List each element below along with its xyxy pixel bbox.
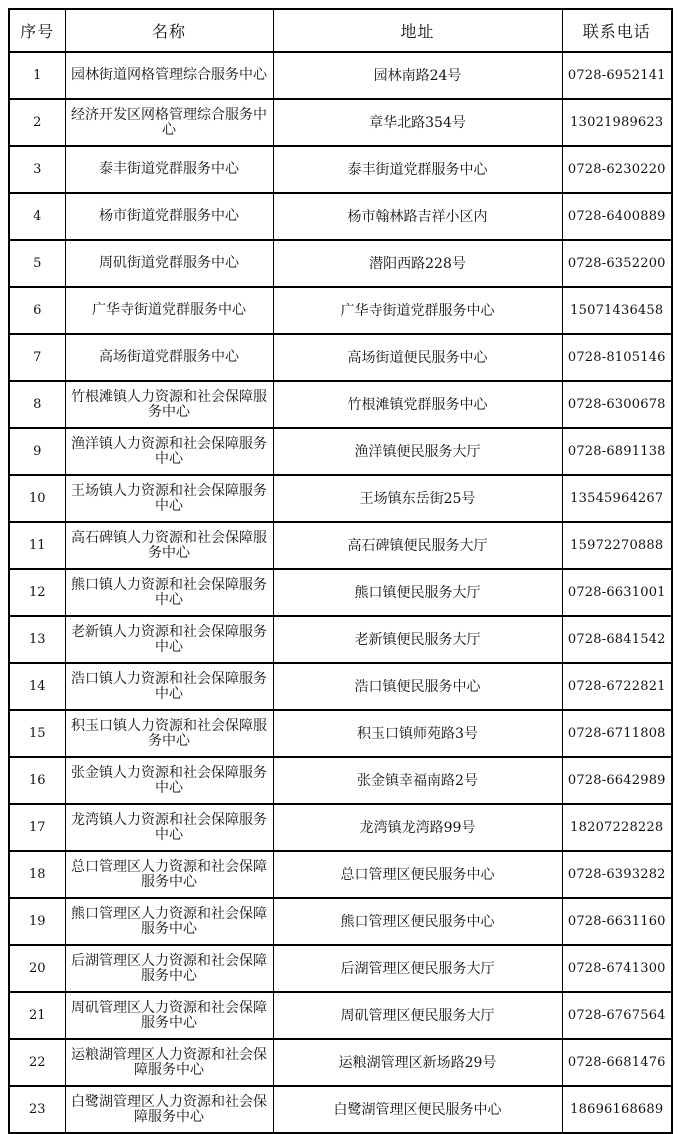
row-index: 18: [9, 851, 65, 898]
row-index: 13: [9, 616, 65, 663]
header-row: [9, 9, 672, 52]
row-name: 运粮湖管理区人力资源和社会保障服务中心: [65, 1039, 273, 1086]
service-center-table-container: [8, 8, 671, 1134]
row-address: 王场镇东岳街25号: [273, 475, 562, 522]
row-name: 杨市街道党群服务中心: [65, 193, 273, 240]
table-row: [9, 710, 672, 757]
row-address: 浩口镇便民服务中心: [273, 663, 562, 710]
table-row: [9, 99, 672, 146]
row-index: 3: [9, 146, 65, 193]
table-row: [9, 616, 672, 663]
row-name: 高石碑镇人力资源和社会保障服务中心: [65, 522, 273, 569]
table-row: [9, 475, 672, 522]
table-row: [9, 381, 672, 428]
row-index: 4: [9, 193, 65, 240]
row-address: 周矶管理区便民服务大厅: [273, 992, 562, 1039]
row-address: 熊口镇便民服务大厅: [273, 569, 562, 616]
row-phone: 0728-6952141: [562, 52, 672, 99]
row-name: 熊口管理区人力资源和社会保障服务中心: [65, 898, 273, 945]
table-row: [9, 522, 672, 569]
row-address: 后湖管理区便民服务大厅: [273, 945, 562, 992]
row-phone: 0728-8105146: [562, 334, 672, 381]
row-name: 经济开发区网格管理综合服务中心: [65, 99, 273, 146]
row-index: 22: [9, 1039, 65, 1086]
row-index: 2: [9, 99, 65, 146]
row-address: 张金镇幸福南路2号: [273, 757, 562, 804]
row-address: 园林南路24号: [273, 52, 562, 99]
row-phone: 18696168689: [562, 1086, 672, 1133]
row-name: 老新镇人力资源和社会保障服务中心: [65, 616, 273, 663]
row-phone: 0728-6681476: [562, 1039, 672, 1086]
service-center-table: [8, 8, 673, 1134]
row-phone: 18207228228: [562, 804, 672, 851]
table-row: [9, 898, 672, 945]
table-row: [9, 569, 672, 616]
table-row: [9, 52, 672, 99]
row-address: 渔洋镇便民服务大厅: [273, 428, 562, 475]
row-name: 白鹭湖管理区人力资源和社会保障服务中心: [65, 1086, 273, 1133]
header-name: 名称: [65, 9, 273, 52]
table-header: [9, 9, 672, 52]
row-address: 广华寺街道党群服务中心: [273, 287, 562, 334]
row-index: 9: [9, 428, 65, 475]
row-phone: 0728-6642989: [562, 757, 672, 804]
row-address: 高场街道便民服务中心: [273, 334, 562, 381]
row-name: 泰丰街道党群服务中心: [65, 146, 273, 193]
row-name: 广华寺街道党群服务中心: [65, 287, 273, 334]
row-phone: 15972270888: [562, 522, 672, 569]
row-phone: 15071436458: [562, 287, 672, 334]
row-index: 17: [9, 804, 65, 851]
row-phone: 0728-6767564: [562, 992, 672, 1039]
table-row: [9, 804, 672, 851]
row-phone: 0728-6631001: [562, 569, 672, 616]
row-index: 10: [9, 475, 65, 522]
row-index: 11: [9, 522, 65, 569]
row-name: 周矶管理区人力资源和社会保障服务中心: [65, 992, 273, 1039]
row-name: 渔洋镇人力资源和社会保障服务中心: [65, 428, 273, 475]
row-address: 龙湾镇龙湾路99号: [273, 804, 562, 851]
row-name: 竹根滩镇人力资源和社会保障服务中心: [65, 381, 273, 428]
row-name: 王场镇人力资源和社会保障服务中心: [65, 475, 273, 522]
row-address: 白鹭湖管理区便民服务中心: [273, 1086, 562, 1133]
row-address: 运粮湖管理区新场路29号: [273, 1039, 562, 1086]
row-name: 龙湾镇人力资源和社会保障服务中心: [65, 804, 273, 851]
row-address: 泰丰街道党群服务中心: [273, 146, 562, 193]
row-address: 高石碑镇便民服务大厅: [273, 522, 562, 569]
row-phone: 0728-6352200: [562, 240, 672, 287]
table-body: [9, 52, 672, 1133]
row-name: 后湖管理区人力资源和社会保障服务中心: [65, 945, 273, 992]
row-phone: 0728-6841542: [562, 616, 672, 663]
row-index: 5: [9, 240, 65, 287]
row-phone: 0728-6722821: [562, 663, 672, 710]
row-phone: 0728-6891138: [562, 428, 672, 475]
row-address: 竹根滩镇党群服务中心: [273, 381, 562, 428]
row-name: 熊口镇人力资源和社会保障服务中心: [65, 569, 273, 616]
row-index: 16: [9, 757, 65, 804]
table-row: [9, 1086, 672, 1133]
row-address: 杨市翰林路吉祥小区内: [273, 193, 562, 240]
table-row: [9, 193, 672, 240]
header-phone: 联系电话: [562, 9, 672, 52]
table-row: [9, 240, 672, 287]
row-name: 总口管理区人力资源和社会保障服务中心: [65, 851, 273, 898]
row-index: 6: [9, 287, 65, 334]
row-index: 15: [9, 710, 65, 757]
row-phone: 0728-6711808: [562, 710, 672, 757]
row-address: 潜阳西路228号: [273, 240, 562, 287]
row-phone: 0728-6741300: [562, 945, 672, 992]
table-row: [9, 757, 672, 804]
row-name: 张金镇人力资源和社会保障服务中心: [65, 757, 273, 804]
row-index: 8: [9, 381, 65, 428]
table-row: [9, 663, 672, 710]
row-address: 积玉口镇师苑路3号: [273, 710, 562, 757]
row-index: 20: [9, 945, 65, 992]
row-address: 熊口管理区便民服务中心: [273, 898, 562, 945]
row-phone: 0728-6230220: [562, 146, 672, 193]
row-index: 12: [9, 569, 65, 616]
row-phone: 0728-6631160: [562, 898, 672, 945]
row-address: 章华北路354号: [273, 99, 562, 146]
row-phone: 0728-6400889: [562, 193, 672, 240]
row-address: 老新镇便民服务大厅: [273, 616, 562, 663]
row-phone: 0728-6393282: [562, 851, 672, 898]
row-name: 周矶街道党群服务中心: [65, 240, 273, 287]
table-row: [9, 851, 672, 898]
table-row: [9, 992, 672, 1039]
row-phone: 0728-6300678: [562, 381, 672, 428]
row-name: 浩口镇人力资源和社会保障服务中心: [65, 663, 273, 710]
row-phone: 13545964267: [562, 475, 672, 522]
row-index: 7: [9, 334, 65, 381]
row-phone: 13021989623: [562, 99, 672, 146]
table-row: [9, 334, 672, 381]
table-row: [9, 287, 672, 334]
row-index: 23: [9, 1086, 65, 1133]
row-index: 21: [9, 992, 65, 1039]
row-index: 19: [9, 898, 65, 945]
row-name: 园林街道网格管理综合服务中心: [65, 52, 273, 99]
header-address: 地址: [273, 9, 562, 52]
table-row: [9, 1039, 672, 1086]
table-row: [9, 428, 672, 475]
row-name: 积玉口镇人力资源和社会保障服务中心: [65, 710, 273, 757]
row-address: 总口管理区便民服务中心: [273, 851, 562, 898]
table-row: [9, 146, 672, 193]
header-index: 序号: [9, 9, 65, 52]
table-row: [9, 945, 672, 992]
row-index: 1: [9, 52, 65, 99]
row-index: 14: [9, 663, 65, 710]
row-name: 高场街道党群服务中心: [65, 334, 273, 381]
